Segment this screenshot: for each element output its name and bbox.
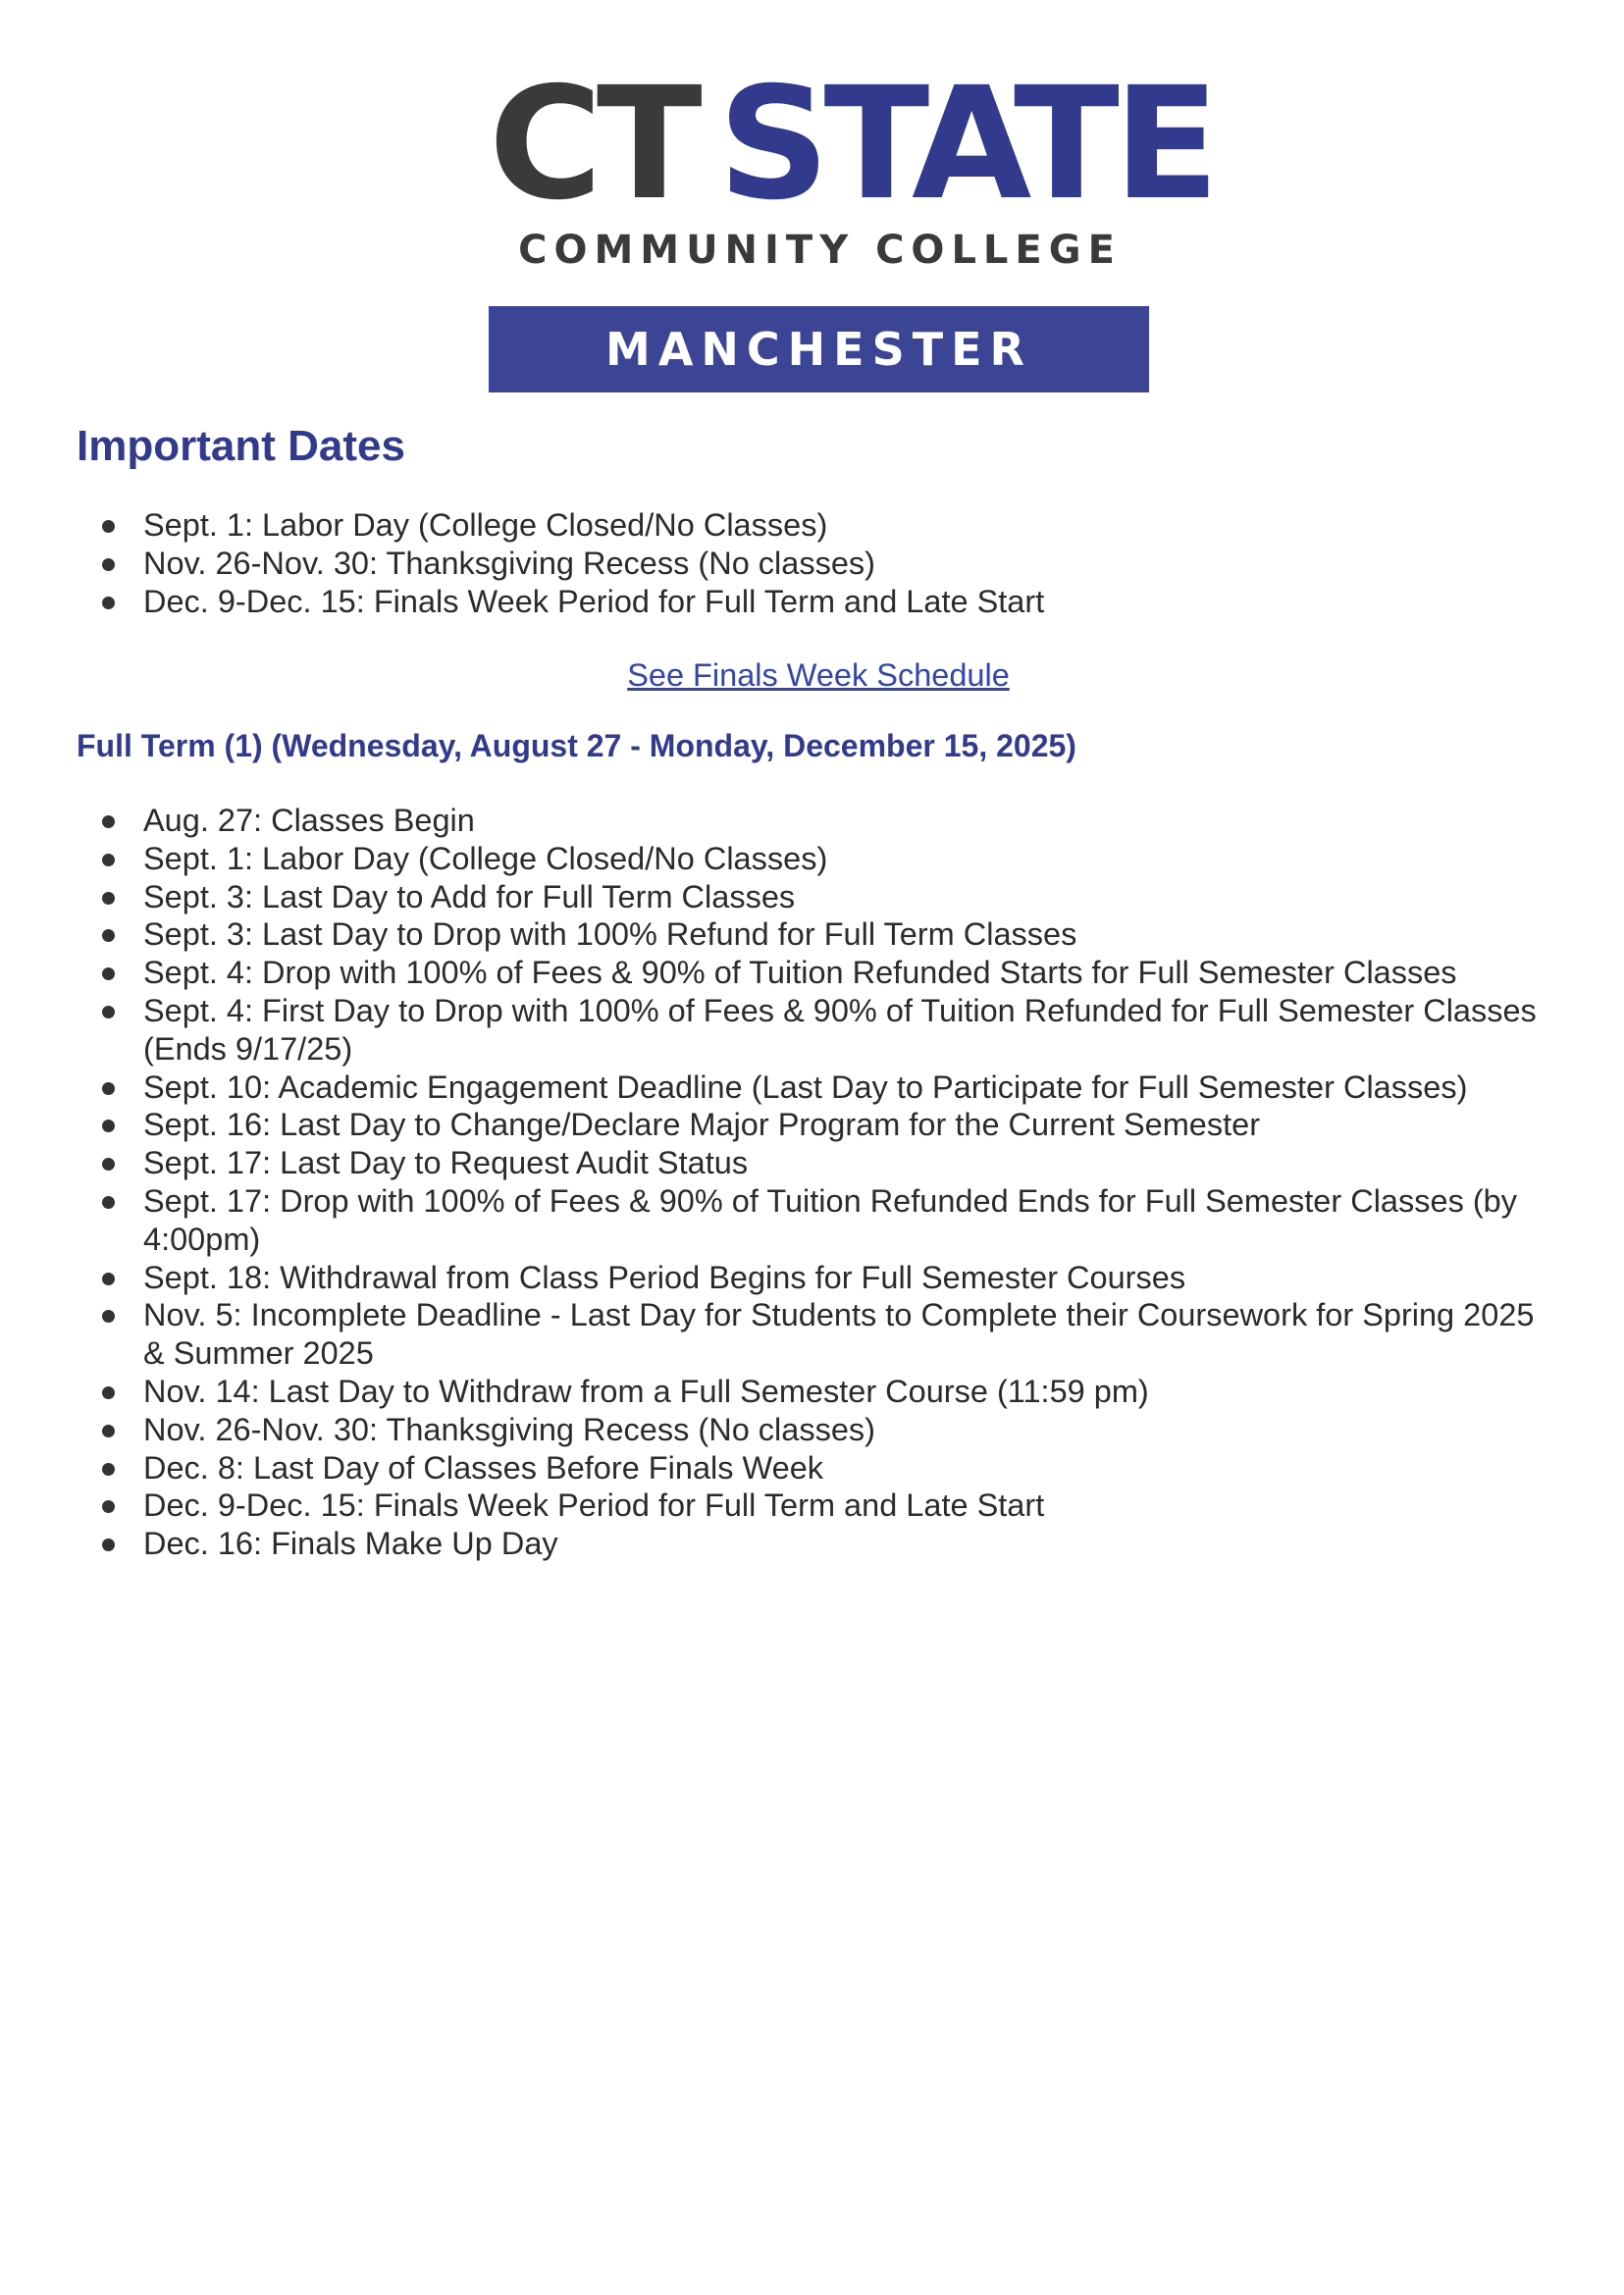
list-item	[0, 840, 1560, 878]
list-item-text: Sept. 10: Academic Engagement Deadline (Last Day to Participate for Full Semester Classes)	[143, 1069, 1468, 1105]
bullet-icon	[102, 1310, 115, 1323]
list-item	[0, 992, 1560, 1069]
bullet-icon	[102, 1158, 115, 1171]
bullet-icon	[102, 1082, 115, 1095]
full-term-dates-list	[0, 802, 1560, 1563]
ct-state-logo	[489, 54, 1214, 394]
bullet-icon	[102, 892, 115, 905]
bullet-icon	[102, 597, 115, 609]
logo-wordmark	[489, 54, 1214, 235]
list-item-text: Dec. 9-Dec. 15: Finals Week Period for Full Term and Late Start	[143, 1487, 1045, 1524]
list-item	[0, 915, 1560, 954]
logo-campus-name: MANCHESTER	[605, 323, 1032, 376]
list-item	[0, 1449, 1560, 1487]
list-item	[0, 1411, 1560, 1449]
list-item	[0, 583, 1560, 621]
list-item	[0, 1069, 1560, 1107]
list-item-text: Nov. 26-Nov. 30: Thanksgiving Recess (No classes)	[143, 545, 875, 581]
list-item	[0, 1296, 1560, 1373]
list-item	[0, 1106, 1560, 1144]
bullet-icon	[102, 520, 115, 533]
list-item-text: Dec. 9-Dec. 15: Finals Week Period for Full Term and Late Start	[143, 583, 1045, 619]
bullet-icon	[102, 1425, 115, 1437]
list-item	[0, 1259, 1560, 1297]
list-item-text: Sept. 17: Last Day to Request Audit Status	[143, 1145, 749, 1181]
important-dates-list	[0, 506, 1560, 620]
list-item-text: Sept. 3: Last Day to Drop with 100% Refund for Full Term Classes	[143, 916, 1077, 953]
list-item	[0, 878, 1560, 916]
bullet-icon	[102, 815, 115, 828]
bullet-icon	[102, 1539, 115, 1551]
list-item	[0, 1182, 1560, 1259]
bullet-icon	[102, 1273, 115, 1285]
logo-state-text: STATE	[717, 54, 1214, 235]
list-item-text: Nov. 14: Last Day to Withdraw from a Full Semester Course (11:59 pm)	[143, 1373, 1149, 1409]
list-item-text: Dec. 8: Last Day of Classes Before Finals Week	[143, 1449, 824, 1486]
list-item-text: Sept. 1: Labor Day (College Closed/No Classes)	[143, 840, 828, 876]
list-item	[0, 1487, 1560, 1525]
bullet-icon	[102, 1463, 115, 1476]
bullet-icon	[102, 929, 115, 942]
list-item-text: Sept. 18: Withdrawal from Class Period Begins for Full Semester Courses	[143, 1259, 1186, 1295]
bullet-icon	[102, 967, 115, 980]
bullet-icon	[102, 1500, 115, 1513]
list-item-text: Sept. 3: Last Day to Add for Full Term Classes	[143, 878, 796, 914]
list-item-text: Sept. 4: First Day to Drop with 100% of Fees & 90% of Tuition Refunded for Full Semester Classes (Ends 9/17/25)	[143, 992, 1537, 1067]
list-item-text: Sept. 16: Last Day to Change/Declare Major Program for the Current Semester	[143, 1107, 1261, 1143]
list-item-text: Nov. 5: Incomplete Deadline - Last Day for Students to Complete their Coursework for Spring 2025 & Summer 2025	[143, 1297, 1535, 1372]
logo-ct-text: CT	[489, 54, 697, 235]
list-item	[0, 1525, 1560, 1563]
list-item-text: Sept. 17: Drop with 100% of Fees & 90% of Tuition Refunded Ends for Full Semester Classes (by 4:00pm)	[143, 1182, 1518, 1257]
bullet-icon	[102, 1006, 115, 1018]
list-item	[0, 802, 1560, 840]
list-item	[0, 506, 1560, 545]
full-term-heading: Full Term (1) (Wednesday, August 27 - Monday, December 15, 2025)	[77, 728, 1076, 763]
logo-campus-band	[489, 306, 1149, 392]
important-dates-heading: Important Dates	[77, 422, 405, 470]
list-item	[0, 1144, 1560, 1182]
list-item-text: Sept. 1: Labor Day (College Closed/No Classes)	[143, 507, 828, 543]
bullet-icon	[102, 854, 115, 866]
list-item-text: Nov. 26-Nov. 30: Thanksgiving Recess (No classes)	[143, 1411, 875, 1447]
list-item-text: Dec. 16: Finals Make Up Day	[143, 1526, 558, 1562]
bullet-icon	[102, 558, 115, 571]
finals-week-schedule-link[interactable]: See Finals Week Schedule	[627, 657, 1010, 693]
list-item	[0, 545, 1560, 583]
bullet-icon	[102, 1196, 115, 1209]
bullet-icon	[102, 1120, 115, 1132]
list-item-text: Sept. 4: Drop with 100% of Fees & 90% of Tuition Refunded Starts for Full Semester Classes	[143, 955, 1457, 991]
logo-subtitle: COMMUNITY COLLEGE	[518, 228, 1122, 273]
bullet-icon	[102, 1386, 115, 1399]
list-item-text: Aug. 27: Classes Begin	[143, 803, 475, 838]
list-item	[0, 954, 1560, 992]
list-item	[0, 1373, 1560, 1411]
